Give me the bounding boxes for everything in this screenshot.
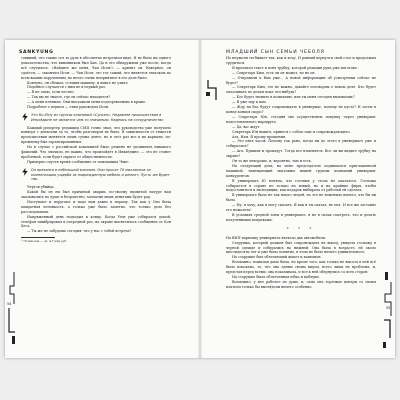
- paragraph: Подобное случается с ним не в первый раз.: [27, 85, 106, 90]
- paragraph: — Я уже иду к вам.: [232, 100, 267, 105]
- paragraph: Какой бы он ни был причиной аварии, по-своему ядовитой натуре вам оказывались по душе и безропотно, заплатив лишь деньгами будет рад.: [21, 190, 171, 200]
- left-page: [5, 40, 200, 358]
- paragraph: Старушка, который должен был сопровождать на выход, увидела госпожу в черной одежде и собирались на нижней. Она была в возрасте, ей около шестидесяти лет и уже было понятно, в этом не было ничего удивительного.: [226, 240, 376, 255]
- paragraph: Наступают и поругают и надо нам давно в тюрьму. Так как у Оно была мандатная неловкость, а только уже было заметно, что только дело без расследования.: [21, 199, 171, 214]
- paragraph: — А меня пленили. Они выставили меня подозреваемым в краже.: [27, 100, 147, 105]
- book-spread: [5, 40, 395, 358]
- paragraph: Кончено, он сбежал, оставив машину, и никто не узнал.: [27, 80, 129, 85]
- section-break-stars: * * *: [286, 225, 316, 231]
- paragraph: В условиях средней зоны в универмаге, я не в силах смотреть, что и делать полученными покупками.: [226, 213, 376, 222]
- left-page-text: [21, 56, 171, 244]
- right-page-number: 55: [386, 306, 391, 310]
- message-text: Он врезался в небольшой магазин. Они просят 70 миллионов за компенсацию ущерба за поврежденную мебель и ремонт. Пусть же будет так.: [31, 167, 170, 182]
- message-bolt-icon: [21, 113, 29, 121]
- right-page-text: [226, 56, 376, 290]
- paragraph: Я прочитал текст и взял трубку, которой реакция рука уже наготове.: [232, 65, 358, 70]
- paragraph: — Это пять часов. Почему так рано, когда вы до этого в универмаге уже и собирались?: [226, 139, 376, 149]
- paragraph: — Ты же не забудешь сегодня, что у нас с тобой встреча?: [27, 229, 132, 234]
- paragraph: — Ага. Пришли и пропадут. Тогда все изменится. Все ли вы видите трубку на экране?: [226, 149, 376, 159]
- paragraph: На ВИП-парковку универмага въехало два автомобиля.: [226, 235, 327, 240]
- paragraph: Примерно спустя время сообщение от помощника Чхве:: [27, 159, 129, 164]
- paragraph: На следующий день, на мене председатель поднимался приглашенной машиной, навещающий магазины нашей группы компаний универмаг конкурентов.: [226, 163, 376, 178]
- paragraph: Напряженный день подходил к концу. Когда Уюн уже собирался домой, телефон завибрировал в очередной раз, на экране высветилось сообщение от Кон Хеса.: [21, 214, 171, 229]
- paragraph: Подробнее о первом — этим руководил Исон.: [27, 105, 110, 110]
- paragraph: В универмаге Ю поняла, что готовых у стола не оказалось. Госпожа собирается в стране не только на новый, но и на крайние фиры, чтобы подготовиться к экспедиции, как подарок выбирала от рабочей ей сделать.: [226, 178, 376, 193]
- paragraph: Возможно, пожилая дама была, но кроме того, как только не высота в ней всё было взыскано, то, что она одним своим видом, всего лишь не проблема, и, представ перед всеми, она показывала, и все к ней обернулись со всех сторон.: [226, 260, 376, 275]
- paragraph: В универмаге было не так много людей, но это не изменило ничего, что бы ни было.: [226, 193, 376, 203]
- right-margin-ornament: [381, 272, 393, 350]
- message-text: Это Ко Юну из группы компаний «Сунсэн». Недавнее происшествие в Инкхёдыне не является чем-то значимым. Надеюсь на сотрудничество: [31, 112, 164, 122]
- left-margin-ornament: [7, 272, 17, 346]
- paragraph: Но в случае с российской компанией было решено не упоминать никакого фамилий. Что значило, не важно, что произойдёт в Инкхёдыне, — это не станет проблемой, если будет скрыто от общественности.: [21, 145, 171, 159]
- paragraph: Секретарь Юн вышел, принеся с собою еще и сопровождающего.: [232, 129, 351, 134]
- paragraph: На старушке была облегченная юбка и каблуки.: [232, 274, 320, 279]
- paragraph: Чертов убийца.: [27, 185, 55, 190]
- paragraph: — Секретарь Юн, сегодня мы осуществляем покупку через универмаг подготовленного маршрута.: [226, 114, 376, 124]
- paragraph: На старушке был облегающий жакет и капюшон.: [232, 255, 322, 260]
- paragraph: — Секретарь Ким, есть ли он может, но не он.: [232, 70, 316, 75]
- paragraph: — Жду ли Вас будут сопровождать в универмаг, почему не пусто? И затем в конце концов скоро?: [226, 105, 376, 114]
- left-running-header: SANKYUNG: [19, 50, 54, 55]
- footnote-rule: [21, 237, 55, 238]
- text-message: [21, 168, 171, 182]
- text-message: [21, 113, 171, 123]
- paragraph: — Кто будет звонить в компанию, или ты меня сегодня вызываешь?: [232, 95, 355, 100]
- paragraph: — Ну, я хочу, как я могу сказать. Я как и ты сказал, не мог. И все же заставит его пожалеть!: [226, 203, 376, 213]
- paragraph: — Секретарь Ким, это не важно, давайте поговорим о новом деле. Кто будет оплачивать по делам пока что-нибудь?: [226, 85, 376, 95]
- paragraph: Он то же нехорошо, и, вероятно, там и есть.: [232, 159, 312, 164]
- paragraph: — Так вы не знаете, где он сейчас находится?: [27, 95, 111, 100]
- paragraph: — Да, вас ждут.: [232, 124, 261, 129]
- right-running-header: МЛАДШИЙ СЫН СЕМЬИ ЧЕБОЛЯ: [226, 50, 325, 55]
- paragraph: Каждый репортер редакции СМИ точно знал, что руководство уже получило конверт с деньгами за то, чтобы разговоров не было. В зависимости от тяжести происшествия меняется лишь сумма денег, но в этот раз все в их кармане, по-прежнему был гарантированным.: [21, 125, 171, 145]
- paragraph: — Я не знаю, если честно.: [27, 90, 75, 95]
- right-page: [200, 40, 395, 358]
- left-page-number: 54: [7, 302, 12, 306]
- paragraph: Ага, Нам. Я прошу прощения.: [232, 134, 287, 139]
- right-top-ornament: [206, 80, 220, 102]
- message-bolt-icon: [21, 168, 29, 176]
- footnote: ¹ 70 млн вон — ок. 4,7 млн руб.: [21, 239, 68, 244]
- paragraph: — Отправили к Вам уже… А новой информации об усмотрении сейчас не будет?: [226, 75, 376, 85]
- paragraph: Возможно, у нее рабочее по душе, и, сама она торговые центры со своим платьем только бы выглядели ничего особенно.: [226, 279, 376, 289]
- paragraph: совиный, что также сел за руль в абсолютно нетрезвом виде. И не было ни одного доказательства, что виновником был Хан. Да и его обнаружили уже после, когда всё случилось. «Найдите же меня, Чан Исон!» — кричит он. Наверное, он сдаётся, — закончил Исон. — Чан Исон, это тот самый, что является знатоком по всем вашим поручениям, но нечто очень неприятное в его деле было.: [21, 56, 171, 80]
- paragraph: Но неужели ты бывает так, как и хочу. И ранний вернулся свой стол и продолжил трудиться.: [226, 56, 376, 65]
